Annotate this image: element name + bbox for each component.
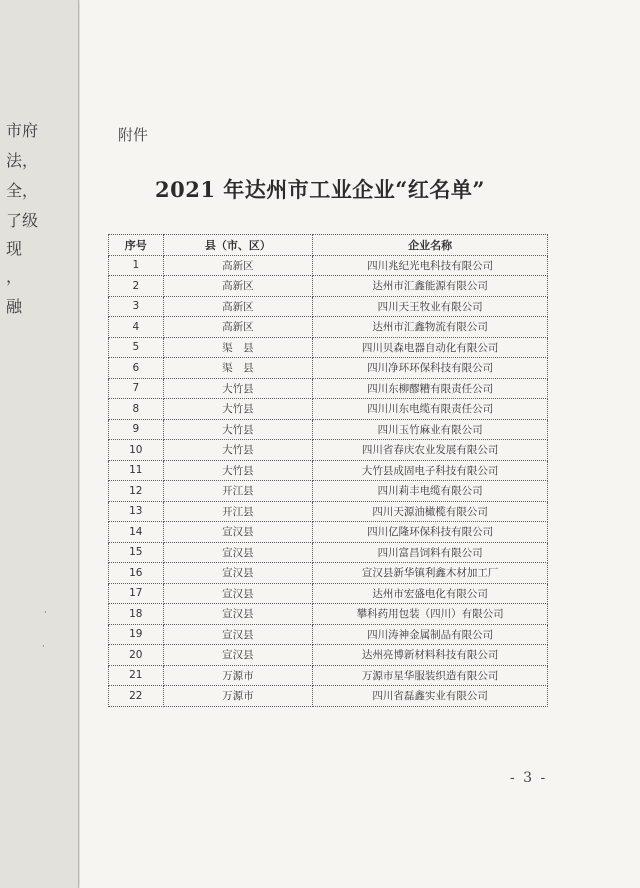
row-county: 万源市	[163, 665, 313, 686]
row-company: 宣汉县新华镇利鑫木材加工厂	[313, 563, 548, 584]
header-company: 企业名称	[313, 235, 548, 256]
row-county: 万源市	[163, 686, 313, 707]
row-county: 高新区	[163, 296, 313, 317]
row-company: 四川莉丰电缆有限公司	[313, 481, 548, 502]
page-number: - 3 -	[510, 770, 548, 786]
document-title: 2021 年达州市工业企业“红名单”	[155, 177, 485, 202]
row-company: 四川富昌饲料有限公司	[313, 542, 548, 563]
left-page-fragment: 全，	[6, 181, 39, 200]
row-index: 7	[109, 378, 164, 399]
row-county: 大竹县	[163, 378, 313, 399]
row-index: 10	[109, 440, 164, 461]
row-county: 高新区	[163, 276, 313, 297]
row-county: 宣汉县	[163, 522, 313, 543]
row-company: 四川天源油橄榄有限公司	[313, 501, 548, 522]
table-row	[109, 276, 548, 297]
row-company: 达州市汇鑫物流有限公司	[313, 317, 548, 338]
table-row	[109, 460, 548, 481]
row-county: 大竹县	[163, 419, 313, 440]
table-row	[109, 419, 548, 440]
row-county: 宣汉县	[163, 604, 313, 625]
row-company: 达州亮博新材料科技有限公司	[313, 645, 548, 666]
row-county: 开江县	[163, 481, 313, 502]
row-index: 22	[109, 686, 164, 707]
row-county: 渠 县	[163, 358, 313, 379]
row-company: 四川天王牧业有限公司	[313, 296, 548, 317]
scan-speck: ·	[42, 642, 45, 652]
row-index: 17	[109, 583, 164, 604]
row-index: 14	[109, 522, 164, 543]
table-body	[109, 255, 548, 706]
table-row	[109, 522, 548, 543]
row-company: 四川东柳醪糟有限责任公司	[313, 378, 548, 399]
left-page-fragment: 现	[6, 239, 23, 258]
left-page-fragment: 了级	[6, 211, 39, 230]
table-header-row	[109, 235, 548, 256]
row-county: 大竹县	[163, 399, 313, 420]
row-index: 9	[109, 419, 164, 440]
attachment-label: 附件	[118, 126, 149, 144]
row-company: 万源市星华服装织造有限公司	[313, 665, 548, 686]
row-company: 四川贝森电器自动化有限公司	[313, 337, 548, 358]
header-index: 序号	[109, 235, 164, 256]
row-company: 达州市宏盛电化有限公司	[313, 583, 548, 604]
table-row	[109, 399, 548, 420]
row-county: 宣汉县	[163, 624, 313, 645]
left-page-fragment: ，	[6, 267, 23, 286]
row-company: 大竹县成固电子科技有限公司	[313, 460, 548, 481]
underlying-page	[0, 0, 79, 888]
row-index: 13	[109, 501, 164, 522]
red-list-table	[108, 234, 548, 707]
table-row	[109, 686, 548, 707]
table-row	[109, 624, 548, 645]
header-county: 县（市、区）	[163, 235, 313, 256]
row-index: 15	[109, 542, 164, 563]
row-county: 宣汉县	[163, 542, 313, 563]
table-row	[109, 501, 548, 522]
row-index: 6	[109, 358, 164, 379]
table-row	[109, 440, 548, 461]
table-row	[109, 317, 548, 338]
row-county: 开江县	[163, 501, 313, 522]
table-row	[109, 296, 548, 317]
table-row	[109, 337, 548, 358]
table-row	[109, 255, 548, 276]
row-county: 大竹县	[163, 460, 313, 481]
row-county: 宣汉县	[163, 563, 313, 584]
row-company: 攀科药用包装（四川）有限公司	[313, 604, 548, 625]
row-company: 四川亿隆环保科技有限公司	[313, 522, 548, 543]
table-row	[109, 665, 548, 686]
left-page-fragment: 融	[6, 297, 23, 316]
row-company: 四川玉竹麻业有限公司	[313, 419, 548, 440]
row-index: 5	[109, 337, 164, 358]
row-index: 11	[109, 460, 164, 481]
row-company: 达州市汇鑫能源有限公司	[313, 276, 548, 297]
table-row	[109, 542, 548, 563]
table-row	[109, 563, 548, 584]
row-index: 2	[109, 276, 164, 297]
row-index: 12	[109, 481, 164, 502]
left-page-fragment: 法，	[6, 151, 39, 170]
table-row	[109, 378, 548, 399]
row-company: 四川兆纪光电科技有限公司	[313, 255, 548, 276]
row-company: 四川涛神金属制品有限公司	[313, 624, 548, 645]
row-index: 19	[109, 624, 164, 645]
table-row	[109, 358, 548, 379]
row-county: 大竹县	[163, 440, 313, 461]
row-company: 四川川东电缆有限责任公司	[313, 399, 548, 420]
row-index: 8	[109, 399, 164, 420]
table-row	[109, 645, 548, 666]
row-county: 宣汉县	[163, 583, 313, 604]
row-index: 16	[109, 563, 164, 584]
row-index: 3	[109, 296, 164, 317]
row-index: 20	[109, 645, 164, 666]
left-page-fragment: 市府	[6, 121, 39, 140]
table-row	[109, 604, 548, 625]
row-company: 四川净环环保科技有限公司	[313, 358, 548, 379]
row-index: 1	[109, 255, 164, 276]
row-index: 18	[109, 604, 164, 625]
row-index: 4	[109, 317, 164, 338]
row-county: 宣汉县	[163, 645, 313, 666]
table-row	[109, 583, 548, 604]
scan-speck: ·	[44, 608, 47, 618]
row-county: 高新区	[163, 255, 313, 276]
row-company: 四川省春庆农业发展有限公司	[313, 440, 548, 461]
table-row	[109, 481, 548, 502]
row-company: 四川省磊鑫实业有限公司	[313, 686, 548, 707]
row-county: 渠 县	[163, 337, 313, 358]
row-county: 高新区	[163, 317, 313, 338]
row-index: 21	[109, 665, 164, 686]
